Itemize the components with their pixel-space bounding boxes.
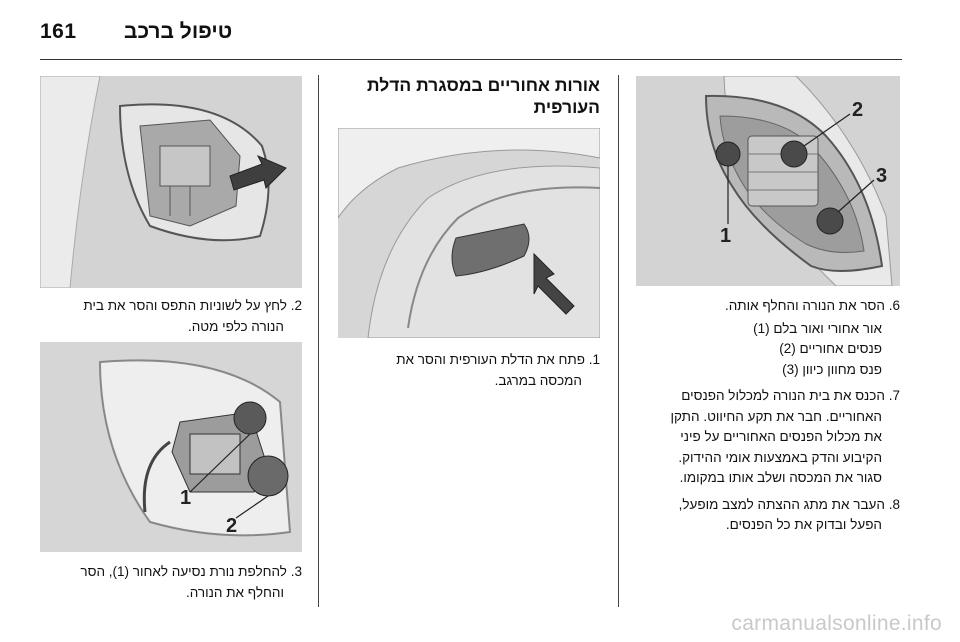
lamp-socket-tabs-figure [40,76,302,288]
chapter-title: טיפול ברכב [124,20,233,43]
left-column-instructions-top [40,296,302,337]
step-line: הפעל ובדוק את כל הפנסים. [725,517,882,532]
reversing-bulb-figure [40,342,302,552]
watermark: carmanualsonline.info [731,612,942,635]
step-1 [338,350,600,391]
bulb-list-item-3: פנס מחוון כיוון (3) [782,361,882,377]
bulb-list-item-1: אור אחורי ואור בלם (1) [753,320,882,336]
step-number: 7. [888,388,900,403]
step-6 [636,296,900,317]
step-line: והחלף את הנורה. [186,584,284,600]
step-number: 6. [888,298,900,313]
step-number: 8. [888,496,900,512]
header-rule [40,59,902,60]
left-column-instructions-bottom [40,562,302,603]
figure-label-3: 3 [876,165,888,187]
step-line: העבר את מתג ההצתה למצב מופעל, [678,496,885,512]
right-column-instructions [636,296,900,536]
step-line: המכסה במרגב. [494,372,582,388]
figure-label-2: 2 [226,515,238,537]
step-line: האחוריים. חבר את תקע החיווט. התקן [670,408,882,424]
figure-label-1: 1 [720,225,732,247]
step-line: להחלפת נורת נסיעה לאחור (1), הסר [80,564,287,579]
page-number: 161 [40,20,77,43]
figure-label-1: 1 [180,487,192,509]
page-header [40,14,900,54]
middle-column-instructions [338,350,600,391]
step-line: הסר את הנורה והחלף אותה. [724,298,885,313]
step-line: לחץ על לשוניות התפס והסר את בית [83,298,287,313]
column-divider-right [618,75,619,607]
step-line: סגור את המכסה ושלב אותו במקומו. [679,470,882,485]
step-line: הנורה כלפי מטה. [187,318,284,334]
step-7 [636,386,900,489]
step-line: את מכלול הפנסים האחוריים על פיני [680,429,882,444]
step-2 [40,296,302,337]
step-line: פתח את הדלת העורפית והסר את [396,352,585,367]
section-heading: אורות אחוריים במסגרת הדלת העורפית [367,75,600,117]
step-number: 3. [290,564,302,579]
step-number: 2. [290,298,302,313]
step-8 [636,495,900,536]
tailgate-cover-figure [338,128,600,338]
column-divider-left [318,75,319,607]
step-line: הקיבוע והדק באמצעות אומי ההידוק. [678,449,882,465]
step-line: הכנס את בית הנורה למכלול הפנסים [681,388,885,403]
tail-lamp-housing-figure [636,76,900,286]
figure-label-2: 2 [852,99,864,121]
bulb-list-item-2: פנסים אחוריים (2) [779,341,882,356]
bulb-list [636,319,900,381]
step-number: 1. [588,352,600,367]
step-3 [40,562,302,603]
